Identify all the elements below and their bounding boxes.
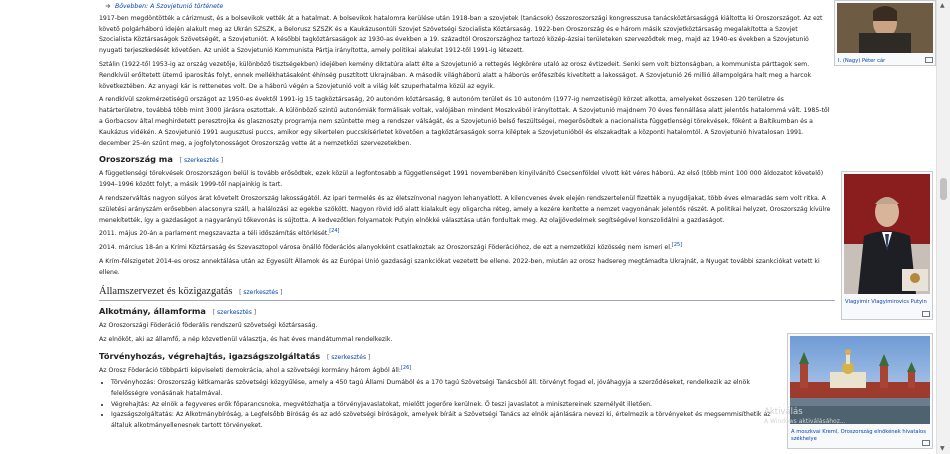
branches-list	[99, 378, 779, 432]
edit-link[interactable]: szerkesztés	[243, 288, 279, 296]
reference-link[interactable]: [26]	[400, 365, 412, 372]
reference-link[interactable]: [25]	[671, 242, 683, 249]
scroll-thumb[interactable]	[940, 178, 947, 200]
modern-paragraph-3-text: 2011. május 20-án a parlament megszavazta a téli időszámítás eltörlését.	[99, 230, 330, 238]
list-item: • Igazságszolgáltatás: Az Alkotmánybíróság, a Legfelsőbb Bíróság és az adó szövetségi bíróságok, amelyek bíráit a Szövetségi Tanács az elnök ajánlására nevezi ki, értelmezik a törvényeket és megsemmisíthetik az általuk alkotmányellenesnek tartott törvényeket.	[111, 410, 779, 432]
list-item: • Törvényhozás: Oroszország kétkamarás szövetségi közgyűlése, amely a 450 tagú Állami Dumából és a 170 tagú Szövetségi Tanácsból áll. törvényt fogad el, jóváhagyja a szerződéseket, rendelkezik az elnök felelősségre vonásának hatalmával.	[111, 378, 779, 400]
thumbnail-putyin[interactable]	[841, 171, 933, 320]
thumbnail-peter[interactable]	[834, 0, 936, 66]
section-heading-alkotmany: Alkotmány, államforma [ szerkesztés ]	[99, 305, 257, 316]
history-paragraph-3: A rendkívül szokmérzetiségű országot az 1950-es évektől 1991-ig 15 tagköztársaság, 20 autonóm köztársaság, 8 autonóm terület és 10 autonóm (1977-ig nemzetiségi) körzet alkotta, amelyeket összesen 120 területre és határterületre, továbbá több mint 3000 járásra osztottak. A különböző szintű autonómiák formálisak voltak, valójában mindent Moszkvából irányítottak. A Szovjetunió majdnem 70 éves fennállása alatt jelentős hatalommá vált. 1985-től a Gorbacsov által meghirdetett peresztrojka és glasznoszty programja nem szüntette meg a rendszer válságát, és a Szovjetunió belső feszültségei, megerősödtek a nacionalista függetlenségi törekvések, főként a Baltikumban és a Kaukázus vidékén. A Szovjetunió 1991 augusztusi puccs, amikor egy sikertelen puccskísérletet követően a tagköztársaságok sorra kiléptek a Szovjetunióból és elszakadtak a központi hatalomtól. A Szovjetunió hivatalosan 1991. december 25-én szűnt meg, a jogfolytonosságot Oroszország vette át a nemzetközi szervezetekben.	[99, 96, 830, 147]
portrait-image[interactable]	[844, 174, 930, 294]
list-item: • Végrehajtás: Az elnök a fegyveres erők főparancsnoka, megvétózhatja a törvényjavaslatokat, mielőtt jogerőre kerülnek. Ő teszi javaslatot a minisztereinek személyét illetően.	[111, 400, 779, 411]
hatnote-link[interactable]: Bővebben: A Szovjetunió története	[114, 3, 224, 10]
caption-link[interactable]: Vlagyimir Vlagyimirovics Putyin	[845, 299, 927, 305]
vertical-scrollbar[interactable]	[936, 0, 950, 454]
section-heading-oroszorszag-ma: Oroszország ma [ szerkesztés ]	[99, 154, 224, 165]
history-paragraph-2: Sztálin (1922-től 1953-ig az ország vezetője, különböző tisztségekben) idejében kemény diktatúra alatt élte a Szovjetunió a rettegés légkörére utaló az orosz évtizedeit. Senki sem volt biztonságban, a kommunista párttagok sem. Rendkívül erőltetett ütemű iparosítás folyt, ennek mellékhatásaként éhínség pusztított Ukrajnában. A második világháború alatt a háborús erőfeszítés kivetített a lakosságot. A Szovjetunió 26 millió állampolgára halt meg a harcok következtében. Az anyagi kár is rettenetes volt. De a háború végén a Szovjetunió volt a világ két szuperhatalma közül az egyik.	[99, 60, 812, 90]
scroll-up-icon[interactable]: ▲	[940, 2, 945, 9]
hatnote	[105, 2, 931, 13]
caption-link[interactable]: I. (Nagy) Péter cár	[838, 58, 886, 64]
section-title: Törvényhozás, végrehajtás, igazságszolgáltatás	[99, 351, 321, 362]
enlarge-icon[interactable]	[922, 440, 930, 446]
watermark-line-2: A Windows aktiválásához...	[764, 418, 846, 425]
thumbnail-caption	[844, 298, 930, 307]
section-title: Oroszország ma	[99, 154, 173, 165]
government-intro	[99, 366, 779, 377]
section-title: Alkotmány, államforma	[99, 305, 206, 316]
section-heading-allamszervezet: Államszervezet és közigazgatás [ szerkesztés ]	[99, 285, 835, 301]
edit-link[interactable]: szerkesztés	[331, 354, 367, 362]
arrow-icon	[105, 3, 111, 9]
constitution-paragraph-2: Az elnököt, aki az államfő, a nép közvetlenül választja, és hat éves mandátummal rendelkezik.	[99, 336, 393, 344]
section-heading-torvenyhozas: Törvényhozás, végrehajtás, igazságszolgáltatás [ szerkesztés ]	[99, 351, 371, 362]
edit-link[interactable]: szerkesztés	[217, 308, 252, 316]
edit-link[interactable]: szerkesztés	[183, 157, 219, 165]
scroll-down-icon[interactable]: ▼	[940, 445, 945, 452]
thumbnail-kreml[interactable]	[787, 333, 933, 449]
modern-paragraph-3	[99, 229, 835, 240]
windows-activation-watermark	[764, 407, 846, 427]
thumbnail-caption	[790, 428, 930, 444]
thumbnail-caption	[837, 57, 933, 66]
modern-paragraph-4-text: 2014. március 18-án a Krími Köztársaság és Szevasztopol városa önálló föderációs alanyokként csatlakoztak az Oroszországi Föderációhoz, de ezt a nemzetközi közösség nem ismeri el.	[99, 244, 672, 252]
government-intro-text: Az Orosz Föderáció többpárti képviseleti demokrácia, ahol a szövetségi kormány három ágból áll:	[99, 367, 401, 375]
modern-paragraph-4	[99, 243, 835, 254]
modern-paragraph-2: A rendszerváltás nagyon súlyos árat követelt Oroszország lakosságától. Az ipari termelés és az életszínvonal nagyon lehanyatlott. A kilencvenes évek elején rendszertelenül fizették a nyugdíjakat, több éves elmaradás sem volt ritka. A születési arányszám erősebben alacsonyra száll, a halálozási az egekbe szökött. Nagyon rövid idő alatt kialakult egy oligarcha réteg, amely a kezére kerítette a nemzet vagyonának jelentős részét. A politikai helyzet, Oroszország kívülre menekítették, így a gazdaságot a nagyarányú tőkevonás is sújtotta. A kedvezőtlen folyamatok Putyin elnökké választása után fordultak meg. Az olajjövedelmek segítségével konszolidálni a gazdaságot.	[99, 194, 831, 224]
enlarge-icon[interactable]	[922, 311, 930, 317]
caption-link[interactable]: A moszkvai Kreml, Oroszország elnökének hivatalos székhelye	[791, 429, 926, 442]
history-paragraph-1: 1917-ben megdöntötték a cárizmust, és a bolsevikok vették át a hatalmat. A bolsevikok hatalomra kerülése után 1918-ban a szovjetek (tanácsok) összoroszországi kongresszusa tanácsköztársasággá kiáltotta ki Oroszországot. Az ezt követő polgárháború idején alakult meg az Ukrán SZSZK, a Belorusz SZSZK és a Kaukázusontúli Szovjet Szövetségi Szocialista Köztársaság. 1922-ben Oroszország és e három másik szovjetköztársaság megalakította a Szovjet Szocialista Köztársaságok Szövetségét, a Szovjetuniót. A későbbi tagköztársaságok az 1930-as években a 19. századtól Oroszországhoz tartozó közép-ázsiai területeken szerveződtek meg, majd az 1940-es években a Szovjetunió nyugati terjeszkedését követően. Az uniót a Szovjetunió Kommunista Pártja irányította, amely politikai alakulat 1912-től 1991-ig létezett.	[99, 14, 823, 55]
section-title: Államszervezet és közigazgatás	[99, 285, 233, 297]
modern-paragraph-5: A Krím-félszigetet 2014-es orosz annektálása után az Egyesült Államok és az Európai Unió gazdasági szankciókat vezetett be ellene. 2022-ben, miután az orosz hadsereg megtámadta Ukrajnát, a Nyugat további szankciókat vetett ki ellene.	[99, 257, 820, 276]
portrait-image[interactable]	[837, 3, 933, 53]
reference-link[interactable]: [24]	[329, 228, 340, 235]
constitution-paragraph-1: Az Oroszországi Föderáció föderális rendszerű szövetségi köztársaság.	[99, 321, 318, 329]
watermark-line-1: Aktiválás	[764, 407, 803, 417]
modern-paragraph-1: A függetlenségi törekvések Oroszországon belül is tovább erősödtek, ezek közül a legfontosabb a függetlenséget 1991 novemberében kinyilvánító Csecsenföldel vívott két véres háború. Az első (több mint 100 000 áldozatot követelő) 1994–1996 között folyt, a másik 1999-től napjainkig is tart.	[99, 170, 824, 189]
enlarge-icon[interactable]	[925, 57, 933, 63]
